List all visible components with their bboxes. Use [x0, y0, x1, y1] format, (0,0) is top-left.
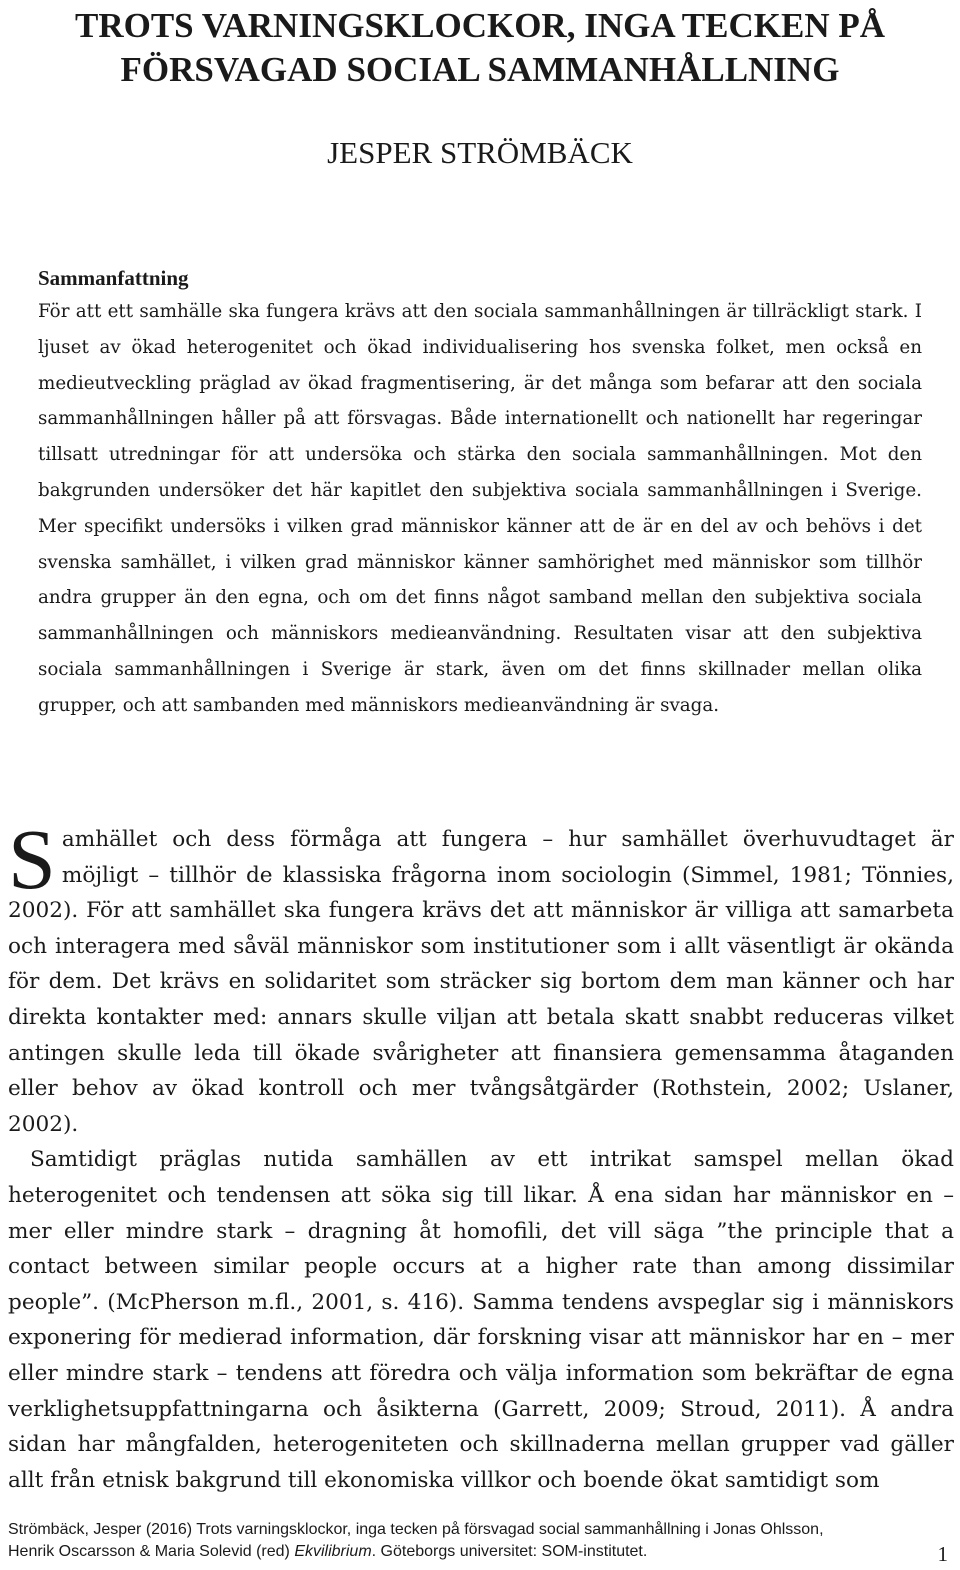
- body-paragraph: [8, 811, 954, 1142]
- citation-line-2: [8, 1541, 954, 1563]
- article-title: TROTS VARNINGSKLOCKOR, INGA TECKEN PÅ FÖRSVAGAD SOCIAL SAMMANHÅLLNING: [74, 6, 886, 89]
- citation-book-title: Ekvilibrium: [294, 1543, 372, 1560]
- citation-publisher: . Göteborgs universitet: SOM-institutet.: [371, 1543, 648, 1560]
- abstract-section: [38, 262, 922, 724]
- citation-footer: [8, 1519, 954, 1563]
- citation-editors: Henrik Oscarsson & Maria Solevid (red): [8, 1543, 295, 1560]
- page-number: 1: [937, 1542, 948, 1566]
- article-author: JESPER STRÖMBÄCK: [327, 135, 633, 170]
- body-text: [8, 811, 954, 1498]
- drop-cap: S: [8, 811, 56, 907]
- abstract-text: För att ett samhälle ska fungera krävs att den sociala sammanhållningen är tillräckligt stark. I ljuset av ökad heterogenitet och ökad individualisering hos svenska folket, men också en medieutveckling präglad av ökad fragmentisering, är det många som befarar att den sociala sammanhållningen håller på att försvagas. Både internationellt och nationellt har regeringar tillsatt utredningar för att undersöka och stärka den sociala sammanhållningen. Mot den bakgrunden undersöker det här kapitlet den subjektiva sociala sammanhållningen i Sverige. Mer specifikt undersöks i vilken grad människor känner att de är en del av och behövs i det svenska samhället, i vilken grad människor känner samhörighet med människor som tillhör andra grupper än den egna, och om det finns något samband mellan den subjektiva sociala sammanhållningen och människors medieanvändning. Resultaten visar att den subjektiva sociala sammanhållningen i Sverige är stark, även om det finns skillnader mellan olika grupper, och att sambanden med människors medieanvändning är svaga.: [38, 301, 922, 716]
- abstract-heading: Sammanfattning: [38, 266, 189, 290]
- citation-line-1: Strömbäck, Jesper (2016) Trots varningsklockor, inga tecken på försvagad social sammanhållning i Jonas Ohlsson,: [8, 1521, 824, 1538]
- paragraph-text: amhället och dess förmåga att fungera – hur samhället överhuvudtaget är möjligt – tillhör de klassiska frågorna inom sociologin (Simmel, 1981; Tönnies, 2002). För att samhället ska fungera krävs det att människor är villiga att samarbeta och interagera med såväl människor som institutioner som i allt väsentligt är okända för dem. Det krävs en solidaritet som sträcker sig bortom dem man känner och har direkta kontakter med: annars skulle viljan att betala skatt snabbt reduceras vilket antingen skulle leda till ökade svårigheter att finansiera gemensamma åtaganden eller behov av ökad kontroll och mer tvångsåtgärder (Rothstein, 2002; Uslaner, 2002).: [8, 827, 954, 1137]
- body-paragraph: Samtidigt präglas nutida samhällen av ett intrikat samspel mellan ökad heterogenitet och tendensen att söka sig till likar. Å ena sidan har människor en – mer eller mindre stark – dragning åt homofili, det vill säga ”the principle that a contact between similar people occurs at a higher rate than among dissimilar people”. (McPherson m.fl., 2001, s. 416). Samma tendens avspeglar sig i människors exponering för medierad information, där forskning visar att människor har en – mer eller mindre stark – tendens att föredra och välja information som bekräftar de egna verklighetsuppfattningarna och åsikterna (Garrett, 2009; Stroud, 2011). Å andra sidan har mångfalden, heterogeniteten och skillnaderna mellan grupper vad gäller allt från etnisk bakgrund till ekonomiska villkor och boende ökat samtidigt som: [8, 1147, 954, 1493]
